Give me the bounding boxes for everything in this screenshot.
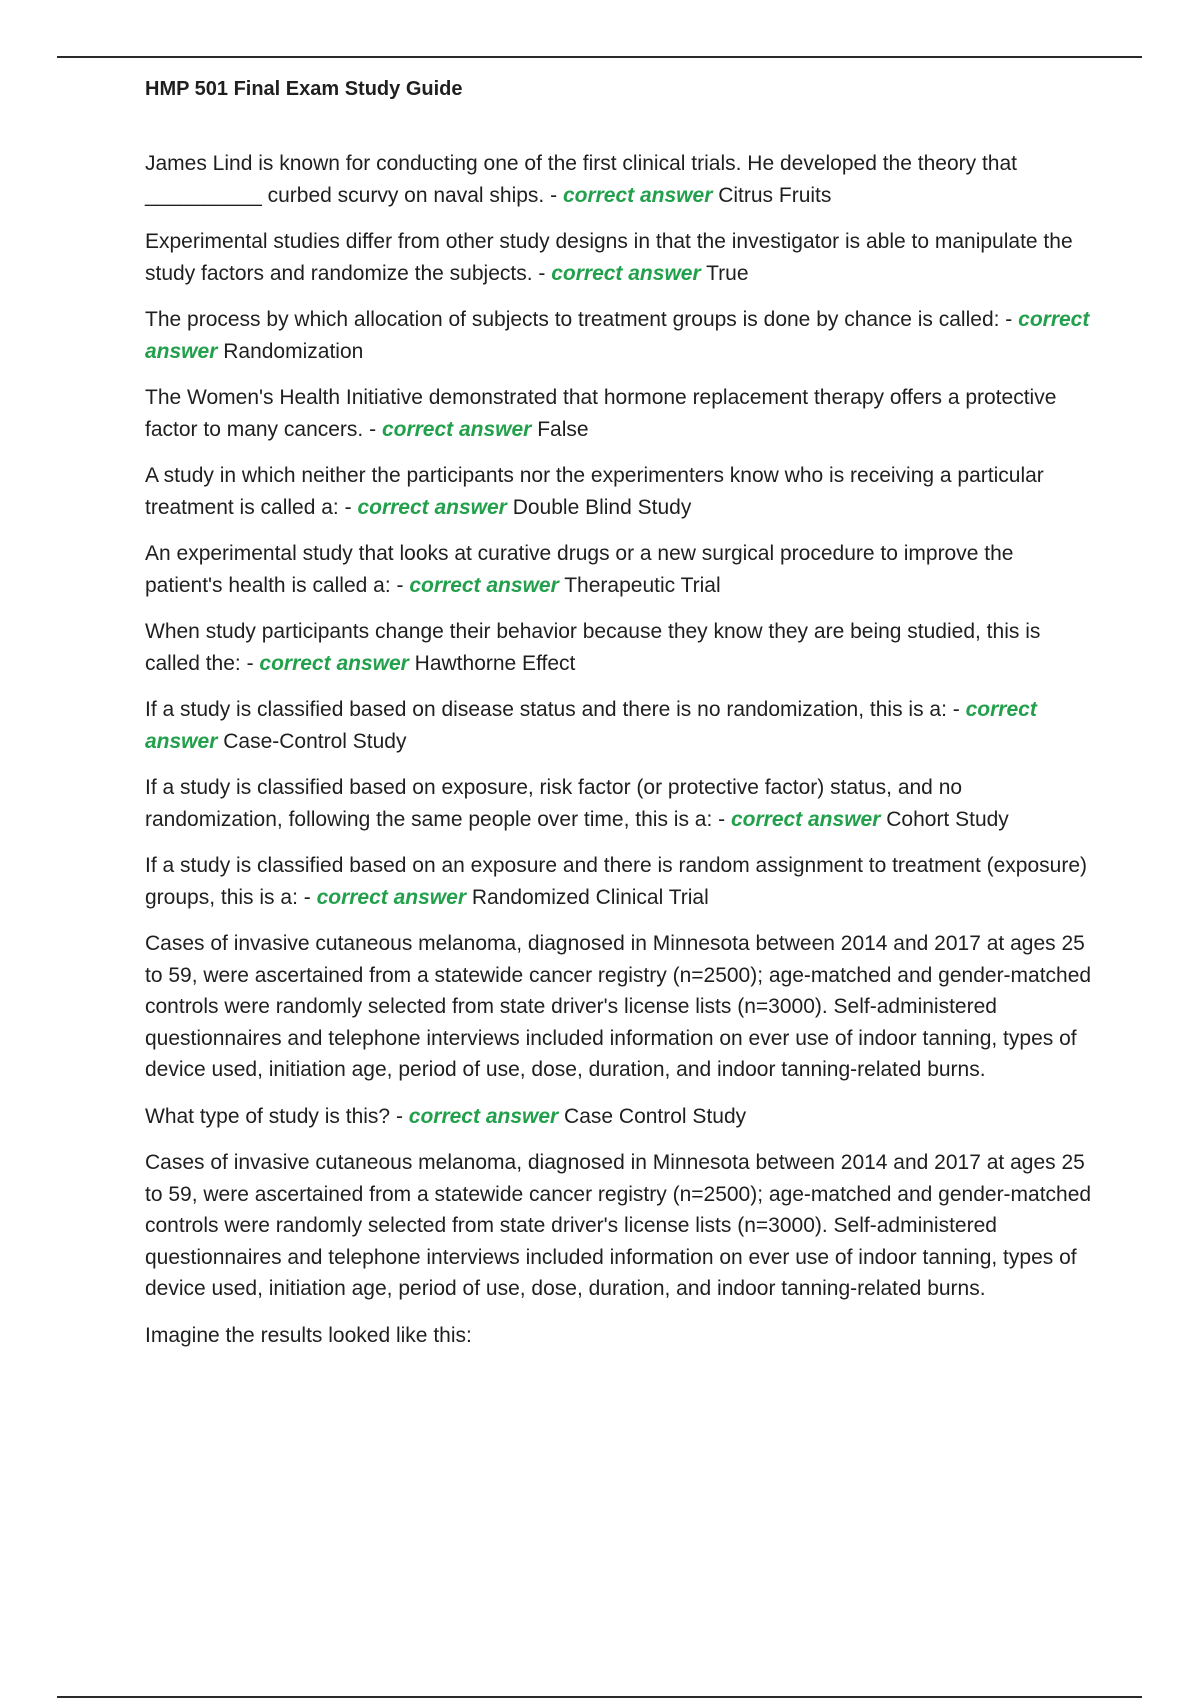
qa-item [145, 382, 1095, 445]
qa-question: The process by which allocation of subjects to treatment groups is done by chance is called: - [145, 308, 1013, 331]
correct-answer-marker: correct answer [409, 573, 559, 597]
followup-text: Imagine the results looked like this: [145, 1323, 472, 1347]
top-rule [57, 56, 1142, 58]
correct-answer-marker: correct answer [357, 495, 507, 519]
qa-answer: Cohort Study [886, 807, 1009, 831]
qa-question: Experimental studies differ from other study designs in that the investigator is able to manipulate the study factors and randomize the subjects. - [145, 230, 1073, 285]
correct-answer-marker: correct answer [259, 651, 409, 675]
correct-answer-marker: correct answer [145, 698, 1037, 753]
scenario-paragraph: Cases of invasive cutaneous melanoma, diagnosed in Minnesota between 2014 and 2017 at ages 25 to 59, were ascertained from a statewide cancer registry (n=2500); age-matched and gender-matched controls were randomly selected from state driver's license lists (n=3000). Self-administered questionnaires and telephone interviews included information on ever use of indoor tanning, types of device used, initiation age, period of use, dose, duration, and indoor tanning-related burns. [145, 1151, 1092, 1300]
qa-answer: Case-Control Study [223, 729, 407, 753]
qa-question: What type of study is this? - [145, 1104, 403, 1128]
qa-answer: True [706, 261, 749, 285]
qa-item [145, 694, 1095, 757]
qa-answer: Double Blind Study [512, 495, 692, 519]
qa-item [145, 850, 1095, 913]
qa-item [145, 538, 1095, 601]
correct-answer-marker: correct answer [145, 308, 1090, 363]
correct-answer-marker: correct answer [562, 183, 713, 207]
qa-question: James Lind is known for conducting one of the first clinical trials. He developed the theory that __________ curbed scurvy on naval ships. - [145, 152, 1017, 207]
bottom-rule [57, 1696, 1142, 1698]
qa-question: An experimental study that looks at curative drugs or a new surgical procedure to improve the patient's health is called a: - [145, 542, 1014, 597]
qa-question: If a study is classified based on exposure, risk factor (or protective factor) status, and no randomization, following the same people over time, this is a: - [145, 776, 963, 831]
scenario-paragraph: Cases of invasive cutaneous melanoma, diagnosed in Minnesota between 2014 and 2017 at ages 25 to 59, were ascertained from a statewide cancer registry (n=2500); age-matched and gender-matched controls were randomly selected from state driver's license lists (n=3000). Self-administered questionnaires and telephone interviews included information on ever use of indoor tanning, types of device used, initiation age, period of use, dose, duration, and indoor tanning-related burns. [145, 932, 1092, 1081]
qa-question: If a study is classified based on disease status and there is no randomization, this is a: - [145, 698, 960, 721]
qa-question: A study in which neither the participants nor the experimenters know who is receiving a particular treatment is called a: - [145, 464, 1044, 519]
qa-question: If a study is classified based on an exposure and there is random assignment to treatment (exposure) groups, this is a: - [145, 854, 1088, 909]
document-body [145, 70, 1095, 1366]
document-title: HMP 501 Final Exam Study Guide [145, 78, 463, 100]
qa-question: When study participants change their behavior because they know they are being studied, this is called the: - [145, 620, 1041, 675]
qa-answer: Citrus Fruits [718, 183, 832, 207]
qa-answer: Hawthorne Effect [414, 651, 576, 675]
qa-answer: Therapeutic Trial [564, 573, 721, 597]
correct-answer-marker: correct answer [316, 885, 466, 909]
qa-answer: Case Control Study [564, 1104, 747, 1128]
qa-item [145, 1101, 1095, 1133]
qa-item [145, 304, 1095, 367]
correct-answer-marker: correct answer [381, 417, 532, 441]
qa-question: The Women's Health Initiative demonstrated that hormone replacement therapy offers a protective factor to many cancers. - [145, 386, 1057, 441]
qa-answer: Randomization [223, 339, 364, 363]
qa-item [145, 616, 1095, 679]
qa-item [145, 460, 1095, 523]
correct-answer-marker: correct answer [730, 807, 881, 831]
correct-answer-marker: correct answer [408, 1104, 559, 1128]
qa-item [145, 226, 1095, 289]
qa-answer: Randomized Clinical Trial [471, 885, 709, 909]
qa-item [145, 148, 1095, 211]
correct-answer-marker: correct answer [551, 261, 701, 285]
qa-answer: False [537, 417, 589, 441]
qa-item [145, 772, 1095, 835]
